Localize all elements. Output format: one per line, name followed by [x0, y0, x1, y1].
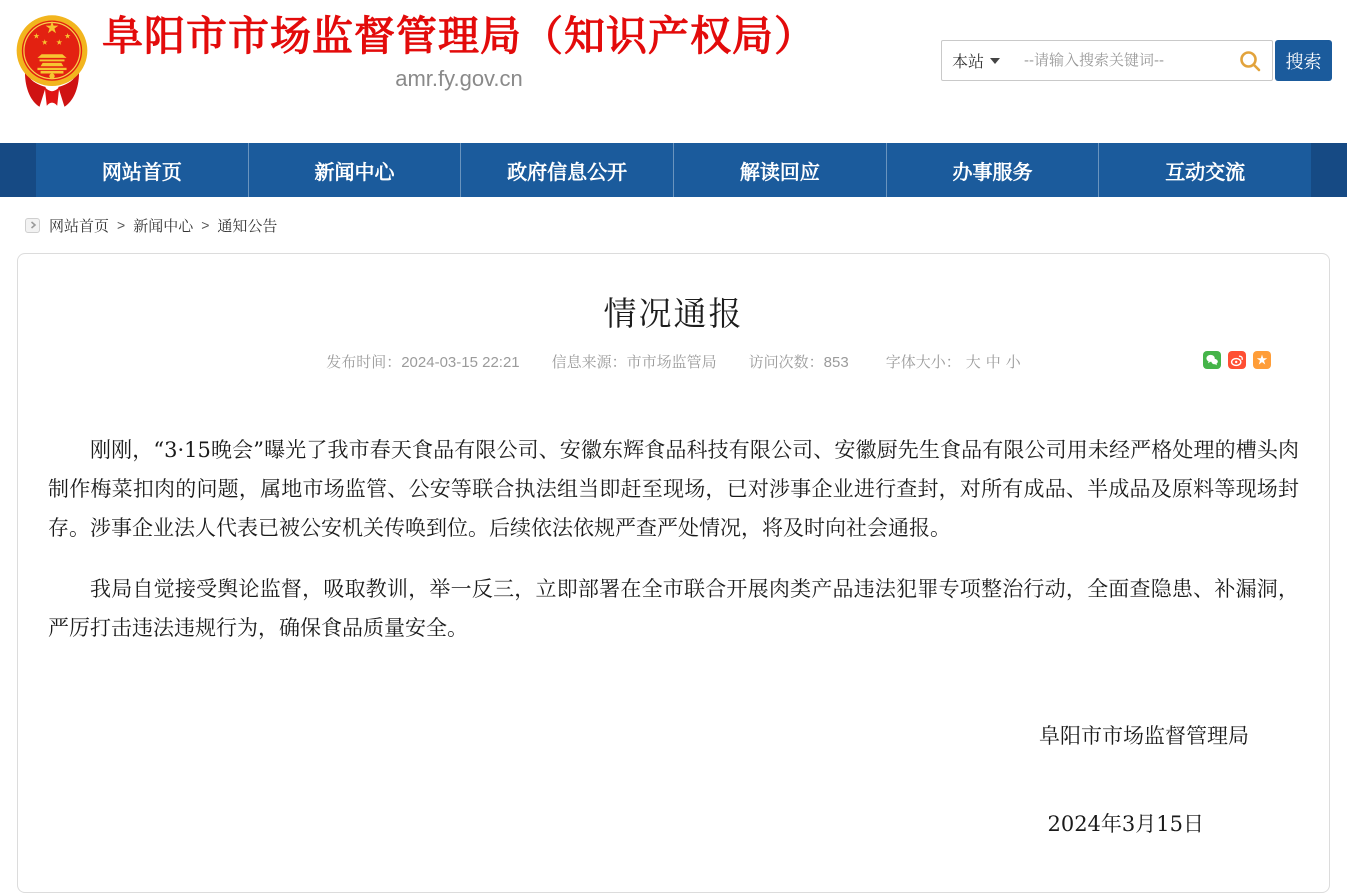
- breadcrumb-separator: >: [201, 217, 210, 233]
- nav-item-services[interactable]: 办事服务: [886, 143, 1099, 197]
- search-scope-label: 本站: [952, 54, 985, 71]
- nav-item-news[interactable]: 新闻中心: [248, 143, 461, 197]
- breadcrumb: [0, 197, 1347, 253]
- search-button[interactable]: 搜索: [1275, 40, 1332, 81]
- search-area: [941, 40, 1332, 81]
- nav-item-interpretation[interactable]: 解读回应: [673, 143, 886, 197]
- breadcrumb-separator: >: [117, 217, 126, 233]
- article-paragraph: 刚刚，“3·15晚会”曝光了我市春天食品有限公司、安徽东辉食品科技有限公司、安徽厨先生食品有限公司用未经严格处理的槽头肉制作梅菜扣肉的问题，属地市场监管、公安等联合执法组当即赶至现场，已对涉事企业进行查封，对所有成品、半成品及原料等现场封存。涉事企业法人代表已被公安机关传唤到位。后续依法依规严查严处情况，将及时向社会通报。: [48, 438, 1299, 540]
- article-meta: [48, 349, 1299, 373]
- search-icon[interactable]: [1238, 49, 1262, 73]
- search-input[interactable]: [1000, 52, 1238, 69]
- breadcrumb-item-news[interactable]: 新闻中心: [133, 217, 194, 235]
- publish-time: 发布时间：2024-03-15 22:21: [326, 353, 520, 371]
- site-url: amr.fy.gov.cn: [395, 66, 523, 91]
- article-signature: 阜阳市市场监督管理局: [1039, 724, 1249, 748]
- breadcrumb-location-icon: [25, 218, 40, 233]
- nav-item-interaction[interactable]: 互动交流: [1098, 143, 1311, 197]
- share-bar: [1203, 351, 1271, 369]
- breadcrumb-item-notices: 通知公告: [217, 217, 278, 235]
- site-logo-link[interactable]: [14, 8, 816, 112]
- visit-count: 访问次数：853: [748, 353, 849, 371]
- breadcrumb-item-home[interactable]: 网站首页: [49, 217, 110, 235]
- font-size-control: [881, 351, 1021, 372]
- national-emblem-icon: [14, 8, 90, 112]
- article-title: 情况通报: [603, 295, 744, 332]
- nav-item-home[interactable]: 网站首页: [101, 161, 182, 184]
- favorite-star-icon[interactable]: [1253, 351, 1271, 369]
- font-size-large-button[interactable]: 大: [965, 353, 981, 371]
- main-nav: [0, 143, 1347, 197]
- info-source: 信息来源：市市场监管局: [551, 353, 717, 371]
- weibo-share-icon[interactable]: [1228, 351, 1246, 369]
- site-header: [0, 0, 1347, 143]
- article-card: [17, 253, 1330, 893]
- font-size-small-button[interactable]: 小: [1005, 353, 1021, 371]
- search-scope-dropdown[interactable]: [952, 49, 1000, 72]
- nav-item-gov-info[interactable]: 政府信息公开: [460, 143, 673, 197]
- font-size-label: 字体大小：: [885, 353, 961, 371]
- chevron-down-icon: [990, 58, 1000, 64]
- site-title: 阜阳市市场监督管理局（知识产权局）: [102, 12, 816, 60]
- article-paragraph: 我局自觉接受舆论监督，吸取教训，举一反三，立即部署在全市联合开展肉类产品违法犯罪专项整治行动，全面查隐患、补漏洞，严厉打击违法违规行为，确保食品质量安全。: [48, 577, 1299, 640]
- article-date: 2024年3月15日: [1047, 812, 1204, 836]
- font-size-medium-button[interactable]: 中: [985, 353, 1001, 371]
- article-body: [48, 431, 1299, 648]
- wechat-share-icon[interactable]: [1203, 351, 1221, 369]
- search-box: [941, 40, 1273, 81]
